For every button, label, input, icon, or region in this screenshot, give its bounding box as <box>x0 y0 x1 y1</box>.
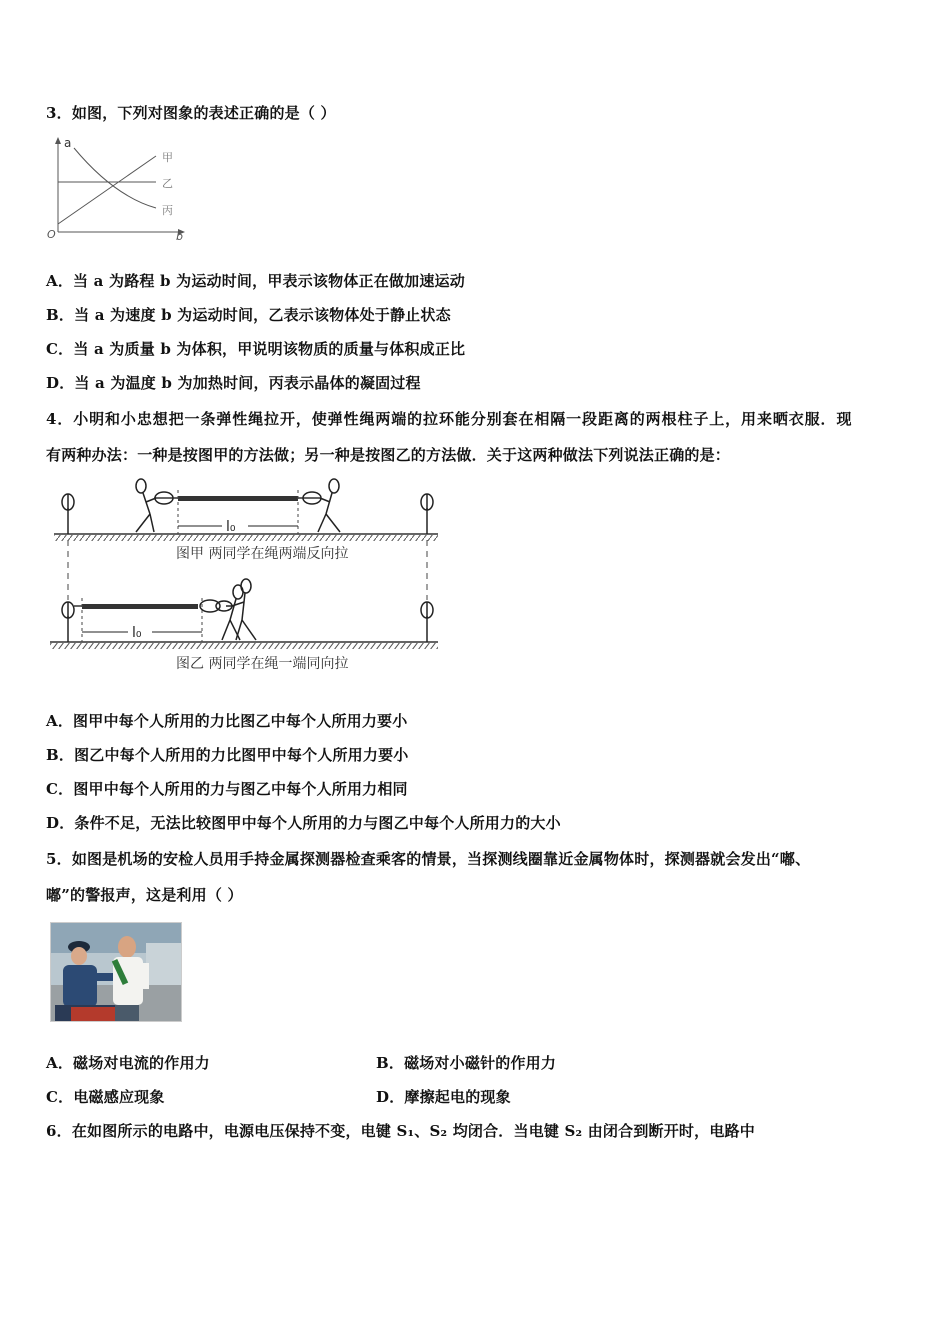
q5-option-a: A．磁场对电流的作用力 <box>46 1054 210 1072</box>
x-axis-label: b <box>176 230 183 242</box>
person-b-1 <box>222 585 243 640</box>
q4-option-a: A．图甲中每个人所用的力比图乙中每个人所用力要小 <box>46 712 408 730</box>
q5-stem-line2: 嘟”的警报声，这是利用（ ） <box>46 886 243 904</box>
caption-a: 图甲 两同学在绳两端反向拉 <box>176 546 349 562</box>
caption-b: 图乙 两同学在绳一端同向拉 <box>176 656 349 672</box>
q4-stem-line2: 有两种办法：一种是按图甲的方法做；另一种是按图乙的方法做．关于这两种做法下列说法正确的是： <box>46 446 731 464</box>
ring-b <box>200 600 220 612</box>
security-check-photo <box>50 922 182 1022</box>
person-right-a <box>318 479 340 532</box>
y-axis-arrow-icon <box>55 137 61 144</box>
y-axis-label: a <box>64 136 72 150</box>
length-label-b: l₀ <box>132 625 142 641</box>
q3-graph <box>44 134 190 242</box>
q4-option-c: C．图甲中每个人所用的力与图乙中每个人所用力相同 <box>46 780 408 798</box>
q4-stem-line1: 4．小明和小忠想把一条弹性绳拉开，使弹性绳两端的拉环能分别套在相隔一段距离的两根柱子上，用来晒衣服．现 <box>46 410 853 428</box>
ground-a-hatch <box>54 535 438 541</box>
post-left-a <box>62 494 74 534</box>
line-jia <box>58 156 156 224</box>
length-label-a: l₀ <box>226 519 236 535</box>
q5-option-d: D．摩擦起电的现象 <box>376 1088 511 1106</box>
line-bing-label: 丙 <box>162 204 173 217</box>
post-right-a <box>421 494 433 534</box>
person-left-a <box>136 479 156 532</box>
q5-stem-line1: 5．如图是机场的安检人员用手持金属探测器检查乘客的情景，当探测线圈靠近金属物体时，探测器就会发出“嘟、 <box>46 850 811 868</box>
line-bing <box>74 148 156 208</box>
q6-stem: 6．在如图所示的电路中，电源电压保持不变，电键 S₁、S₂ 均闭合．当电键 S₂ 由闭合到断开时，电路中 <box>46 1122 755 1140</box>
origin-label: O <box>47 228 56 241</box>
q4-option-b: B．图乙中每个人所用的力比图甲中每个人所用力要小 <box>46 746 409 764</box>
line-yi-label: 乙 <box>162 177 173 190</box>
q5-option-c: C．电磁感应现象 <box>46 1088 165 1106</box>
post-right-b <box>421 602 433 642</box>
q3-option-c: C．当 a 为质量 b 为体积，甲说明该物质的质量与体积成正比 <box>46 340 466 358</box>
q3-option-b: B．当 a 为速度 b 为运动时间，乙表示该物体处于静止状态 <box>46 306 451 324</box>
ground-b-hatch <box>50 643 438 649</box>
q3-option-d: D．当 a 为温度 b 为加热时间，丙表示晶体的凝固过程 <box>46 374 421 392</box>
post-left-b <box>62 602 74 642</box>
line-jia-label: 甲 <box>162 151 173 164</box>
q3-stem: 3．如图，下列对图象的表述正确的是（ ） <box>46 104 336 122</box>
q4-figure <box>46 474 444 678</box>
q5-option-b: B．磁场对小磁针的作用力 <box>376 1054 557 1072</box>
rope-a <box>178 496 298 501</box>
q4-option-d: D．条件不足，无法比较图甲中每个人所用的力与图乙中每个人所用力的大小 <box>46 814 561 832</box>
rope-b <box>82 604 198 609</box>
q3-option-a: A．当 a 为路程 b 为运动时间，甲表示该物体正在做加速运动 <box>46 272 465 290</box>
